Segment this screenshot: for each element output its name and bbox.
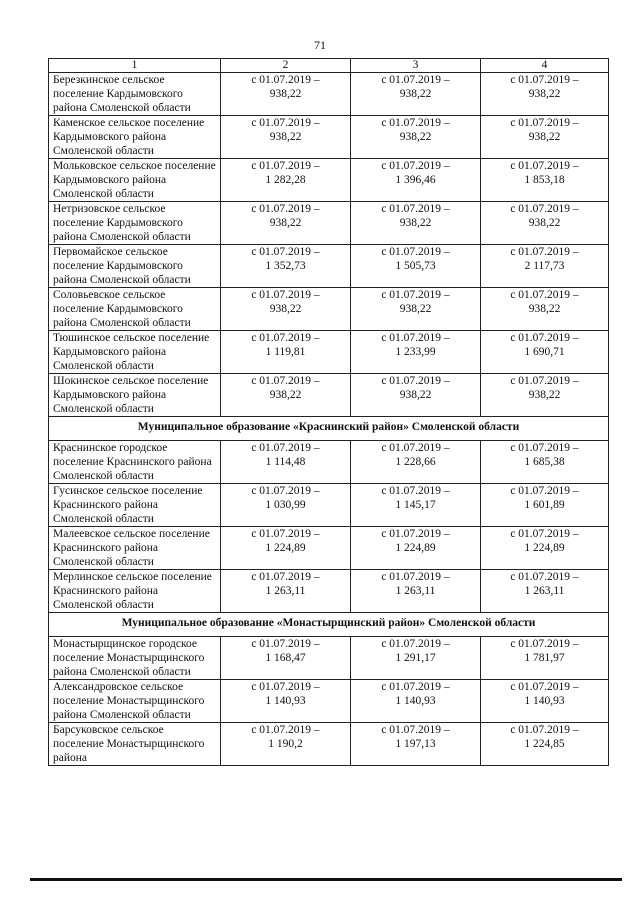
tariff-value-text: 938,22 xyxy=(399,389,432,401)
effective-date-text: с 01.07.2019 – xyxy=(251,681,320,693)
value-cell-col4 xyxy=(481,527,609,570)
tariff-value-text: 1 690,71 xyxy=(524,346,565,358)
effective-date-text: с 01.07.2019 – xyxy=(381,117,450,129)
value-cell-col4 xyxy=(481,441,609,484)
effective-date-text: с 01.07.2019 – xyxy=(510,442,579,454)
tariff-value-text: 1 282,28 xyxy=(265,174,306,186)
effective-date-text: с 01.07.2019 – xyxy=(510,571,579,583)
table-row xyxy=(49,680,609,723)
tariff-value-text: 1 224,89 xyxy=(395,542,436,554)
tariff-value-text: 1 140,93 xyxy=(524,695,565,707)
value-cell-col2 xyxy=(221,723,351,766)
value-cell-col3 xyxy=(351,202,481,245)
tariff-value-text: 938,22 xyxy=(528,131,561,143)
tariff-value-text: 1 233,99 xyxy=(395,346,436,358)
value-cell-col3 xyxy=(351,637,481,680)
tariff-value-text: 1 119,81 xyxy=(265,346,306,358)
value-cell-col2 xyxy=(221,159,351,202)
tariff-value-text: 938,22 xyxy=(399,217,432,229)
tariff-value-text: 1 224,89 xyxy=(524,542,565,554)
effective-date-text: с 01.07.2019 – xyxy=(251,571,320,583)
column-header-1: 1 xyxy=(49,59,221,73)
section-header-row xyxy=(49,613,609,637)
effective-date-text: с 01.07.2019 – xyxy=(251,332,320,344)
tariff-value-text: 1 190,2 xyxy=(268,738,303,750)
tariff-value-text: 1 291,17 xyxy=(395,652,436,664)
effective-date-text: с 01.07.2019 – xyxy=(251,117,320,129)
effective-date-text: с 01.07.2019 – xyxy=(251,375,320,387)
effective-date-text: с 01.07.2019 – xyxy=(381,681,450,693)
tariff-value-text: 938,22 xyxy=(269,131,302,143)
page-number: 71 xyxy=(314,38,326,52)
effective-date-text: с 01.07.2019 – xyxy=(510,160,579,172)
value-cell-col3 xyxy=(351,331,481,374)
value-cell-col2 xyxy=(221,374,351,417)
effective-date-text: с 01.07.2019 – xyxy=(251,74,320,86)
value-cell-col3 xyxy=(351,116,481,159)
tariff-value-text: 938,22 xyxy=(269,303,302,315)
value-cell-col2 xyxy=(221,202,351,245)
tariff-value-text: 1 781,97 xyxy=(524,652,565,664)
effective-date-text: с 01.07.2019 – xyxy=(381,160,450,172)
value-cell-col4 xyxy=(481,288,609,331)
value-cell-col2 xyxy=(221,331,351,374)
value-cell-col3 xyxy=(351,527,481,570)
effective-date-text: с 01.07.2019 – xyxy=(381,246,450,258)
effective-date-text: с 01.07.2019 – xyxy=(381,203,450,215)
effective-date-text: с 01.07.2019 – xyxy=(510,528,579,540)
tariff-value-text: 938,22 xyxy=(269,217,302,229)
tariff-value-text: 938,22 xyxy=(399,303,432,315)
table-row xyxy=(49,159,609,202)
value-cell-col3 xyxy=(351,288,481,331)
value-cell-col2 xyxy=(221,680,351,723)
value-cell-col3 xyxy=(351,374,481,417)
effective-date-text: с 01.07.2019 – xyxy=(251,638,320,650)
value-cell-col4 xyxy=(481,116,609,159)
tariff-value-text: 938,22 xyxy=(269,88,302,100)
section-header-row xyxy=(49,417,609,441)
table-row xyxy=(49,245,609,288)
effective-date-text: с 01.07.2019 – xyxy=(251,528,320,540)
table-row xyxy=(49,723,609,766)
effective-date-text: с 01.07.2019 – xyxy=(510,681,579,693)
settlement-name-cell: Краснинское городское поселение Краснинского района Смоленской области xyxy=(49,441,221,484)
effective-date-text: с 01.07.2019 – xyxy=(251,485,320,497)
value-cell-col4 xyxy=(481,723,609,766)
tariff-value-text: 1 601,89 xyxy=(524,499,565,511)
tariff-value-text: 1 030,99 xyxy=(265,499,306,511)
settlement-name-cell: Мольковское сельское поселение Кардымовского района Смоленской области xyxy=(49,159,221,202)
effective-date-text: с 01.07.2019 – xyxy=(251,203,320,215)
value-cell-col4 xyxy=(481,484,609,527)
value-cell-col3 xyxy=(351,159,481,202)
settlement-name-cell: Барсуковское сельское поселение Монастырщинского района xyxy=(49,723,221,766)
effective-date-text: с 01.07.2019 – xyxy=(381,724,450,736)
table-row xyxy=(49,331,609,374)
value-cell-col2 xyxy=(221,637,351,680)
tariff-value-text: 1 352,73 xyxy=(265,260,306,272)
column-header-2: 2 xyxy=(221,59,351,73)
effective-date-text: с 01.07.2019 – xyxy=(510,638,579,650)
settlement-name-cell: Каменское сельское поселение Кардымовского района Смоленской области xyxy=(49,116,221,159)
value-cell-col4 xyxy=(481,374,609,417)
settlement-name-cell: Соловьевское сельское поселение Кардымовского района Смоленской области xyxy=(49,288,221,331)
tariff-value-text: 938,22 xyxy=(528,303,561,315)
effective-date-text: с 01.07.2019 – xyxy=(510,246,579,258)
effective-date-text: с 01.07.2019 – xyxy=(251,442,320,454)
value-cell-col2 xyxy=(221,527,351,570)
effective-date-text: с 01.07.2019 – xyxy=(510,332,579,344)
value-cell-col4 xyxy=(481,637,609,680)
table-header-row xyxy=(49,59,609,73)
value-cell-col4 xyxy=(481,202,609,245)
settlement-name-cell: Тюшинское сельское поселение Кардымовского района Смоленской области xyxy=(49,331,221,374)
effective-date-text: с 01.07.2019 – xyxy=(381,528,450,540)
tariff-value-text: 1 168,47 xyxy=(265,652,306,664)
tariff-value-text: 1 685,38 xyxy=(524,456,565,468)
effective-date-text: с 01.07.2019 – xyxy=(381,571,450,583)
table-row xyxy=(49,637,609,680)
effective-date-text: с 01.07.2019 – xyxy=(510,375,579,387)
value-cell-col3 xyxy=(351,570,481,613)
settlement-name-cell: Мерлинское сельское поселение Краснинского района Смоленской области xyxy=(49,570,221,613)
tariff-value-text: 938,22 xyxy=(528,389,561,401)
settlement-name-cell: Александровское сельское поселение Монастырщинского района Смоленской области xyxy=(49,680,221,723)
value-cell-col2 xyxy=(221,245,351,288)
value-cell-col4 xyxy=(481,680,609,723)
value-cell-col2 xyxy=(221,73,351,116)
value-cell-col4 xyxy=(481,570,609,613)
value-cell-col3 xyxy=(351,73,481,116)
value-cell-col2 xyxy=(221,484,351,527)
value-cell-col2 xyxy=(221,116,351,159)
tariff-value-text: 1 263,11 xyxy=(524,585,565,597)
table-row xyxy=(49,116,609,159)
settlement-name-cell: Малеевское сельское поселение Краснинского района Смоленской области xyxy=(49,527,221,570)
tariff-value-text: 938,22 xyxy=(269,389,302,401)
tariff-value-text: 1 224,89 xyxy=(265,542,306,554)
table-row xyxy=(49,527,609,570)
effective-date-text: с 01.07.2019 – xyxy=(381,74,450,86)
effective-date-text: с 01.07.2019 – xyxy=(251,289,320,301)
tariff-value-text: 1 114,48 xyxy=(265,456,306,468)
table-row xyxy=(49,570,609,613)
value-cell-col3 xyxy=(351,441,481,484)
value-cell-col3 xyxy=(351,723,481,766)
effective-date-text: с 01.07.2019 – xyxy=(381,485,450,497)
value-cell-col3 xyxy=(351,484,481,527)
value-cell-col3 xyxy=(351,245,481,288)
effective-date-text: с 01.07.2019 – xyxy=(510,289,579,301)
effective-date-text: с 01.07.2019 – xyxy=(510,485,579,497)
table-row xyxy=(49,374,609,417)
value-cell-col3 xyxy=(351,680,481,723)
effective-date-text: с 01.07.2019 – xyxy=(381,332,450,344)
settlement-name-cell: Березкинское сельское поселение Кардымовского района Смоленской области xyxy=(49,73,221,116)
tariff-value-text: 1 263,11 xyxy=(395,585,436,597)
settlement-name-cell: Монастырщинское городское поселение Монастырщинского района Смоленской области xyxy=(49,637,221,680)
value-cell-col2 xyxy=(221,570,351,613)
effective-date-text: с 01.07.2019 – xyxy=(251,246,320,258)
settlement-name-cell: Гусинское сельское поселение Краснинского района Смоленской области xyxy=(49,484,221,527)
value-cell-col2 xyxy=(221,288,351,331)
effective-date-text: с 01.07.2019 – xyxy=(381,442,450,454)
value-cell-col4 xyxy=(481,73,609,116)
tariff-value-text: 938,22 xyxy=(528,88,561,100)
value-cell-col4 xyxy=(481,245,609,288)
column-header-4: 4 xyxy=(481,59,609,73)
effective-date-text: с 01.07.2019 – xyxy=(510,724,579,736)
tariff-value-text: 1 228,66 xyxy=(395,456,436,468)
column-header-3: 3 xyxy=(351,59,481,73)
settlement-name-cell: Первомайское сельское поселение Кардымовского района Смоленской области xyxy=(49,245,221,288)
tariff-value-text: 1 145,17 xyxy=(395,499,436,511)
bottom-rule xyxy=(30,878,622,881)
tariff-table xyxy=(48,58,609,766)
tariff-value-text: 1 140,93 xyxy=(265,695,306,707)
effective-date-text: с 01.07.2019 – xyxy=(251,160,320,172)
table-row xyxy=(49,73,609,116)
tariff-value-text: 1 140,93 xyxy=(395,695,436,707)
effective-date-text: с 01.07.2019 – xyxy=(510,117,579,129)
tariff-value-text: 2 117,73 xyxy=(524,260,565,272)
tariff-value-text: 938,22 xyxy=(399,88,432,100)
effective-date-text: с 01.07.2019 – xyxy=(251,724,320,736)
effective-date-text: с 01.07.2019 – xyxy=(510,203,579,215)
tariff-value-text: 1 396,46 xyxy=(395,174,436,186)
tariff-value-text: 938,22 xyxy=(399,131,432,143)
settlement-name-cell: Нетризовское сельское поселение Кардымовского района Смоленской области xyxy=(49,202,221,245)
effective-date-text: с 01.07.2019 – xyxy=(381,289,450,301)
table-row xyxy=(49,441,609,484)
table-row xyxy=(49,202,609,245)
effective-date-text: с 01.07.2019 – xyxy=(381,638,450,650)
value-cell-col4 xyxy=(481,159,609,202)
tariff-value-text: 1 853,18 xyxy=(524,174,565,186)
value-cell-col4 xyxy=(481,331,609,374)
tariff-value-text: 1 224,85 xyxy=(524,738,565,750)
effective-date-text: с 01.07.2019 – xyxy=(510,74,579,86)
tariff-value-text: 1 505,73 xyxy=(395,260,436,272)
tariff-value-text: 938,22 xyxy=(528,217,561,229)
section-title: Муниципальное образование «Монастырщинский район» Смоленской области xyxy=(49,613,609,637)
table-row xyxy=(49,288,609,331)
section-title: Муниципальное образование «Краснинский район» Смоленской области xyxy=(49,417,609,441)
tariff-value-text: 1 263,11 xyxy=(265,585,306,597)
table-body xyxy=(49,73,609,766)
settlement-name-cell: Шокинское сельское поселение Кардымовского района Смоленской области xyxy=(49,374,221,417)
tariff-value-text: 1 197,13 xyxy=(395,738,436,750)
effective-date-text: с 01.07.2019 – xyxy=(381,375,450,387)
table-row xyxy=(49,484,609,527)
value-cell-col2 xyxy=(221,441,351,484)
